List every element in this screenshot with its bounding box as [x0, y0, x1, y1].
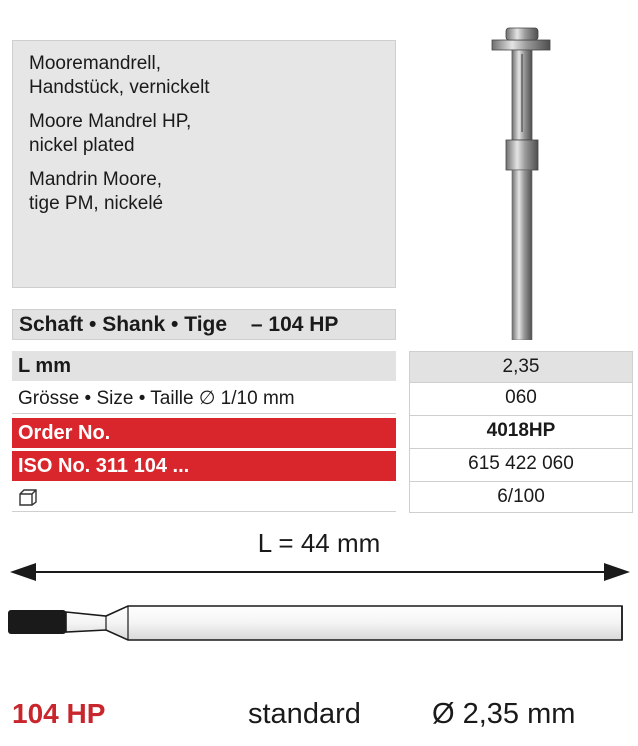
diameter-label: Ø 2,35 mm [432, 698, 576, 730]
arrow-left-icon [10, 563, 36, 581]
shank-label: Schaft • Shank • Tige [19, 313, 228, 336]
row-length-label: L mm [12, 351, 396, 381]
description-german: Mooremandrell, Handstück, vernickelt [29, 53, 210, 98]
dimension-arrow [10, 560, 630, 584]
value-length: 2,35 [409, 351, 633, 383]
product-code: 104 HP [12, 698, 106, 729]
standard-label: standard [248, 698, 361, 730]
mandrel-product-image [482, 22, 562, 340]
row-iso-label: ISO No. 311 104 ... [12, 451, 396, 481]
description-box [12, 40, 396, 288]
value-size: 060 [409, 383, 633, 416]
length-dimension-label: L = 44 mm [257, 528, 381, 558]
description-french: Mandrin Moore, tige PM, nickelé [29, 169, 164, 214]
arrow-right-icon [604, 563, 630, 581]
row-package-label [12, 482, 396, 512]
value-order-number: 4018HP [409, 416, 633, 449]
shank-header [12, 309, 396, 340]
row-size-label: Grösse • Size • Taille ∅ 1/10 mm [12, 384, 396, 414]
package-icon [18, 488, 38, 506]
value-package-quantity: 6/100 [409, 482, 633, 513]
description-english: Moore Mandrel HP, nickel plated [29, 111, 192, 156]
shank-value: – 104 HP [250, 313, 339, 336]
row-order-label: Order No. [12, 418, 396, 448]
value-iso-number: 615 422 060 [409, 449, 633, 482]
mandrel-side-view [8, 600, 634, 646]
